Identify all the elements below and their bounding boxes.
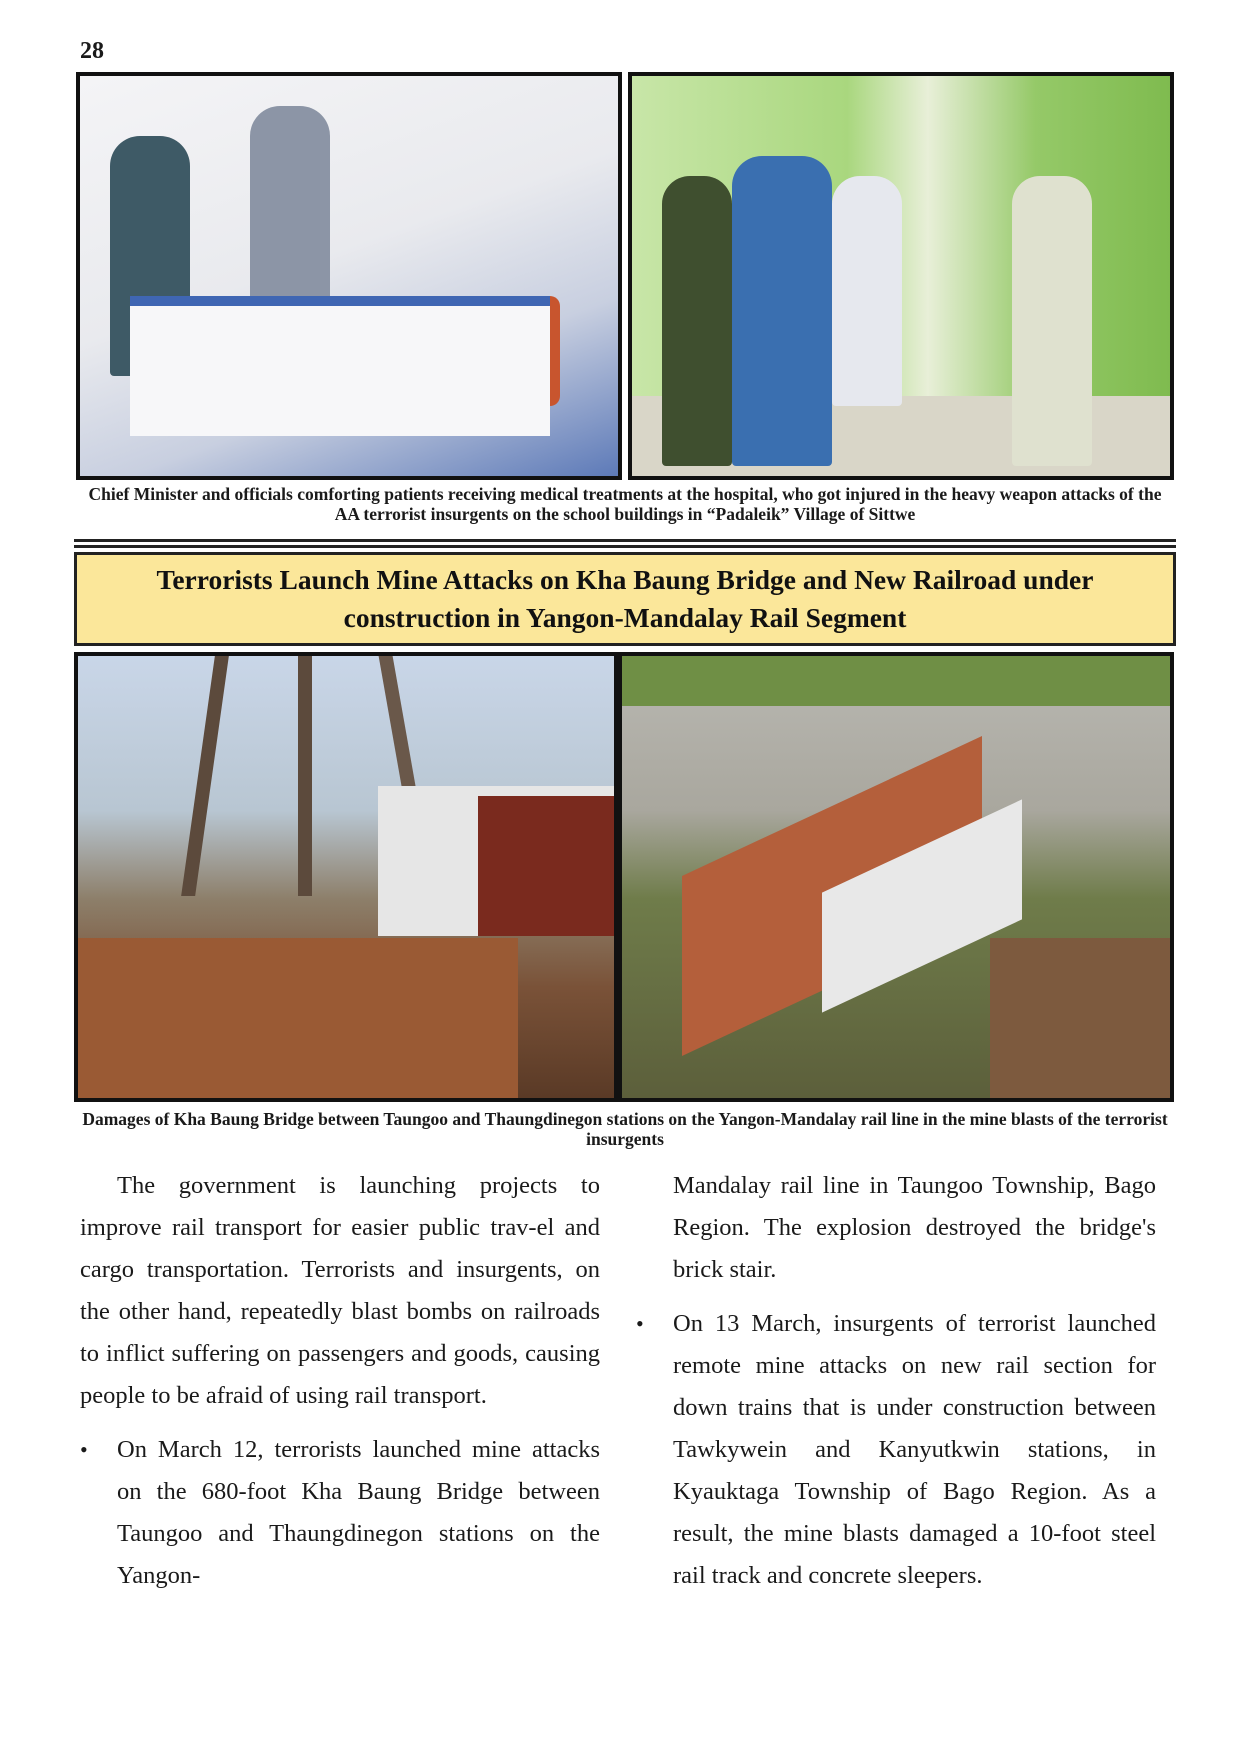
section-divider (74, 539, 1176, 542)
bullet-continuation: Mandalay rail line in Taungoo Township, Bago Region. The explosion destroyed the bridge's brick stair. (673, 1172, 1156, 1283)
bullet-text: On March 12, terrorists launched mine attacks on the 680-foot Kha Baung Bridge between Taungoo and Thaungdinegon stations on the Yangon- (117, 1436, 600, 1589)
headline: Terrorists Launch Mine Attacks on Kha Baung Bridge and New Railroad under construction in Yangon-Mandalay Rail Segment (156, 564, 1094, 633)
list-item (80, 1429, 600, 1597)
section-divider (74, 545, 1176, 548)
page-number: 28 (80, 38, 104, 64)
top-photo-caption: Chief Minister and officials comforting patients receiving medical treatments at the hospital, who got injured in the heavy weapon attacks of the AA terrorist insurgents on the school buildings in “Padaleik” Village of Sittwe (88, 484, 1162, 524)
bullet-marker: • (80, 1437, 88, 1462)
body-column-right (636, 1165, 1156, 1597)
hospital-visit-photo (76, 72, 622, 480)
list-item (636, 1303, 1156, 1597)
body-column-left (80, 1165, 600, 1597)
hospital-corridor-photo (628, 72, 1174, 480)
bullet-text: On 13 March, insurgents of terrorist launched remote mine attacks on new rail section for down trains that is under construction between Tawkywein and Kanyutkwin stations, in Kyauktaga Township of Bago Region. As a result, the mine blasts damaged a 10-foot steel rail track and concrete sleepers. (673, 1310, 1156, 1589)
intro-paragraph: The government is launching projects to improve rail transport for easier public trav-el and cargo transportation. Terrorists and insurgents, on the other hand, repeatedly blast bombs on railroads to inflict suffering on passengers and goods, causing people to be afraid of using rail transport. (80, 1172, 600, 1409)
stair-damage-photo (618, 652, 1174, 1102)
bottom-photo-caption: Damages of Kha Baung Bridge between Taungoo and Thaungdinegon stations on the Yangon-Mandalay rail line in the mine blasts of the terrorist insurgents (82, 1109, 1168, 1149)
bullet-marker: • (636, 1311, 644, 1336)
bridge-damage-photo (74, 652, 618, 1102)
headline-box (74, 552, 1176, 646)
